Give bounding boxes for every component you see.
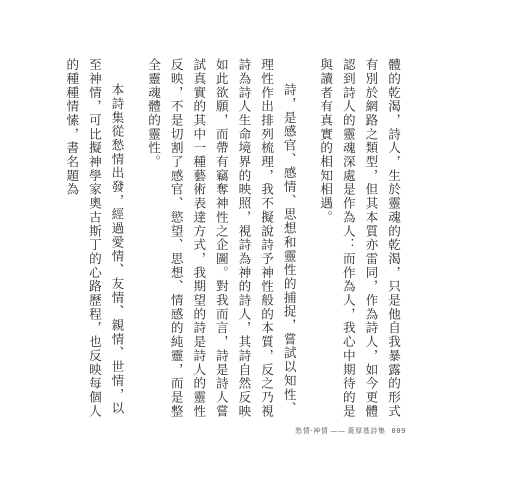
footer-dash: —— [330, 427, 346, 435]
page-number: 009 [391, 427, 406, 435]
vertical-text-body [60, 58, 404, 420]
footer-book-title: 愁情·神情 [295, 427, 329, 435]
paragraph-1: 體的乾渴，詩人，生於靈魂的乾渴，只是他自我暴露的形式有別於網路之類型，但其本質亦雷同，作為詩人，如今更體認到詩人的靈魂深處是作為人：而作為人，我心中期待的是與讀者有真實的相知相遇。 [318, 58, 401, 419]
paragraph-2: 詩，是感官、感情、思想和靈性的捕捉，嘗試以知性、理性作出排列梳理，我不擬說詩予神性般的本質，反之乃視詩為詩人生命境界的映照，視詩為神的詩人，其詩自然反映如此欲願，而帶有竊奪神性之企圖。對我而言，詩是詩人嘗試真實的其中一種藝術表達方式，我期望的詩是詩人的靈性反映，不是切割了感官、慾望、思想、情感的純靈，而是整全靈魂體的靈性。 [146, 58, 297, 419]
running-footer [295, 426, 406, 436]
footer-subtitle: 黃厚基詩集 [347, 427, 386, 435]
paragraph-3: 本詩集從愁情出發，經過愛情、友情、親情、世情，以至神情，可比擬神學家奧古斯丁的心路歷程，也反映每個人的種種情愫，書名題為 [64, 58, 125, 419]
